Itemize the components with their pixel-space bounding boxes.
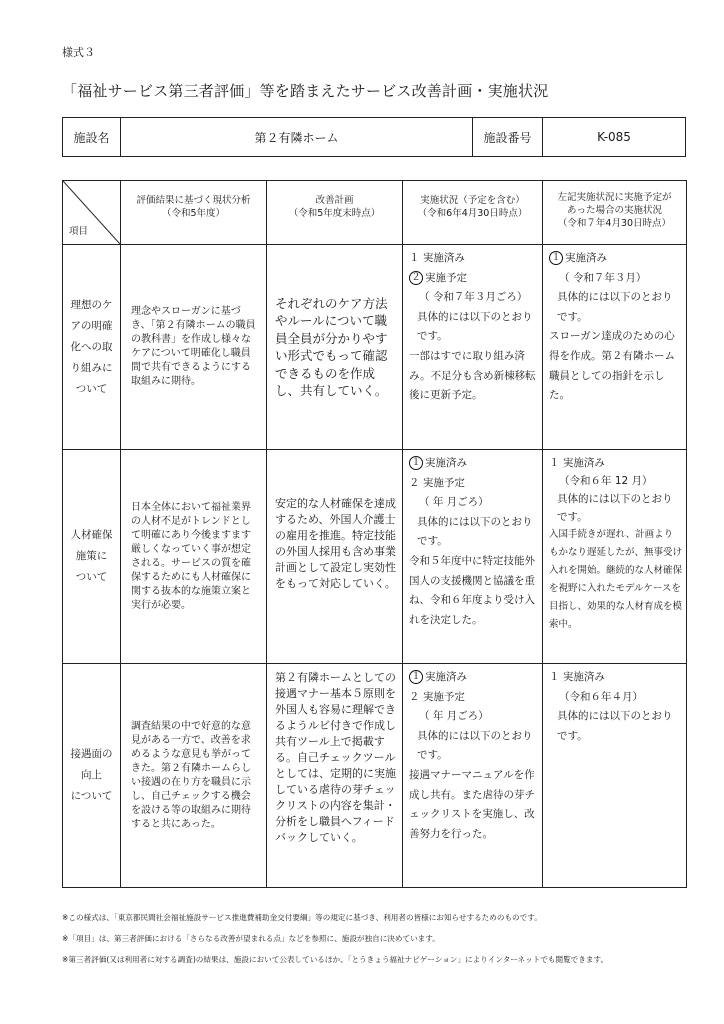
table-row [63, 245, 687, 450]
option-done: １ 実施済み [549, 249, 682, 269]
status-cell [403, 245, 543, 450]
planned-date: （ 年 月ごろ） [419, 710, 489, 723]
option-done: １ 実施済み [549, 671, 605, 683]
facility-number: K-085 [543, 118, 686, 157]
detail-lead: 具体的には以下のとおりです。 [417, 729, 533, 762]
analysis-header: 評価結果に基づく現状分析 （令和5年度） [121, 181, 267, 245]
option-done: １ 実施済み [409, 454, 538, 474]
followup-cell [543, 245, 687, 450]
done-date: （令和６年 12 月） [559, 475, 653, 487]
item-cell: 理想のケ アの明確 化への取 り組みに ついて [63, 245, 121, 450]
detail-lead: 具体的には以下のとおりです。 [557, 710, 673, 742]
form-number: 様式３ [62, 46, 95, 59]
facility-name-label: 施設名 [63, 118, 121, 157]
detail-text: 令和５年度中に特定技能外国人の支援機関と協議を重ね、令和６年度より受け入れを決定した。 [409, 554, 535, 626]
footnote: ※第三者評価(又は利用者に対する調査)の結果は、施設において公表しているほか、「とうきょう福祉ナビゲーション」によりインターネットでも閲覧できます。 [62, 955, 609, 964]
detail-lead: 具体的には以下のとおりです。 [557, 291, 673, 323]
analysis-cell: 調査結果の中で好意的な意見がある一方で、改善を求めるような意見も挙がってきた。第２有隣ホームらしい接遇の在り方を職員に示し、自己チェックする機会を設ける等の取組みに期待すると共にあった。 [121, 664, 267, 888]
plan-cell: それぞれのケア方法やルールについて職員全員が分かりやすい形式でもって確認できるものを作成し、共有していく。 [267, 245, 403, 450]
circle-mark-icon: １ [409, 670, 423, 684]
page-title: 「福祉サービス第三者評価」等を踏まえたサービス改善計画・実施状況 [62, 82, 549, 100]
circle-mark-icon: １ [409, 456, 423, 470]
detail-text: 一部はすでに取り組み済み。不足分も含め新棟移転後に更新予定。 [409, 349, 536, 402]
footnote: ※「項目」は、第三者評価における「さらなる改善が望まれる点」などを参照に、施設が独自に決めています。 [62, 934, 440, 943]
plan-cell: 第２有隣ホームとしての接遇マナー基本５原則を外国人も容易に理解できるようルビ付きで作成し共有ツール上で掲載する。自己チェックツールとしては、定期的に実施している虐待の芽チェックリストの内容を集計・分析をし職員へフィードバックしていく。 [267, 664, 403, 888]
footnote: ※この様式は、「東京都民間社会福祉施設サービス推進費補助金交付要綱」等の規定に基づき、利用者の皆様にお知らせするためのものです。 [62, 913, 542, 922]
footnotes [62, 907, 608, 970]
status-cell [403, 450, 543, 664]
circle-mark-icon: １ [549, 251, 563, 265]
facility-name: 第２有隣ホーム [121, 118, 473, 157]
status-header: 実施状況（予定を含む） （令和6年4月30日時点） [403, 181, 543, 245]
detail-lead: 具体的には以下のとおりです。 [417, 310, 533, 343]
option-done: １ 実施済み [409, 668, 538, 688]
option-planned: ２ 実施予定 [409, 269, 538, 289]
header-row [63, 181, 687, 245]
table-row [63, 664, 687, 888]
detail-lead: 具体的には以下のとおりです。 [557, 493, 673, 523]
detail-text: スローガン達成のための心得を作成。第２有隣ホーム職員としての指針を示した。 [549, 330, 675, 402]
detail-lead: 具体的には以下のとおりです。 [417, 515, 533, 548]
plan-cell: 安定的な人材確保を達成するため、外国人介護士の雇用を推進。特定技能の外国人採用も含め事業計画として設定し実効性をもって対応していく。 [267, 450, 403, 664]
analysis-cell: 日本全体において福祉業界の人材不足がトレンドとして明確にあり今後ますます厳しくなっていく事が想定される。サービスの質を確保するためにも人材確保に関する抜本的な施策立案と実行が必要。 [121, 450, 267, 664]
improvement-plan-table [62, 180, 687, 888]
plan-header: 改善計画 （令和5年度末時点） [267, 181, 403, 245]
option-done: １ 実施済み [549, 457, 605, 469]
facility-info-table [62, 117, 686, 157]
option-planned: ２ 実施予定 [409, 690, 465, 703]
detail-text: 入国手続きが遅れ、計画よりもかなり遅延したが、無事受け入れを開始。継続的な人材確保を視野に入れたモデルケースを目指し、効果的な人材育成を模索中。 [549, 529, 683, 630]
followup-cell [543, 450, 687, 664]
analysis-cell: 理念やスローガンに基づき、「第２有隣ホームの職員の教科書」を作成し様々なケアについて明確化し職員間で共有できるようにする取組みに期待。 [121, 245, 267, 450]
planned-date: （ 年 月ごろ） [419, 496, 489, 509]
planned-date: （ 令和７年３月ごろ） [419, 291, 528, 304]
circle-mark-icon: ２ [409, 271, 423, 285]
facility-number-label: 施設番号 [473, 118, 543, 157]
followup-cell [543, 664, 687, 888]
table-row [63, 450, 687, 664]
done-date: （令和６年４月） [559, 690, 643, 703]
item-cell: 接遇面の 向上 について [63, 664, 121, 888]
done-date: （ 令和７年３月） [559, 271, 647, 284]
option-done: １ 実施済み [409, 252, 465, 264]
detail-text: 接遇マナーマニュアルを作成し共有。また虐待の芽チェックリストを実施し、改善努力を行った。 [409, 768, 535, 840]
followup-header: 左記実施状況に実施予定が あった場合の実施状況 （令和７年4月30日時点） [543, 181, 687, 245]
option-planned: ２ 実施予定 [409, 476, 465, 489]
item-cell: 人材確保 施策に ついて [63, 450, 121, 664]
item-header [63, 181, 121, 245]
status-cell [403, 664, 543, 888]
item-header-label: 項目 [69, 226, 89, 237]
